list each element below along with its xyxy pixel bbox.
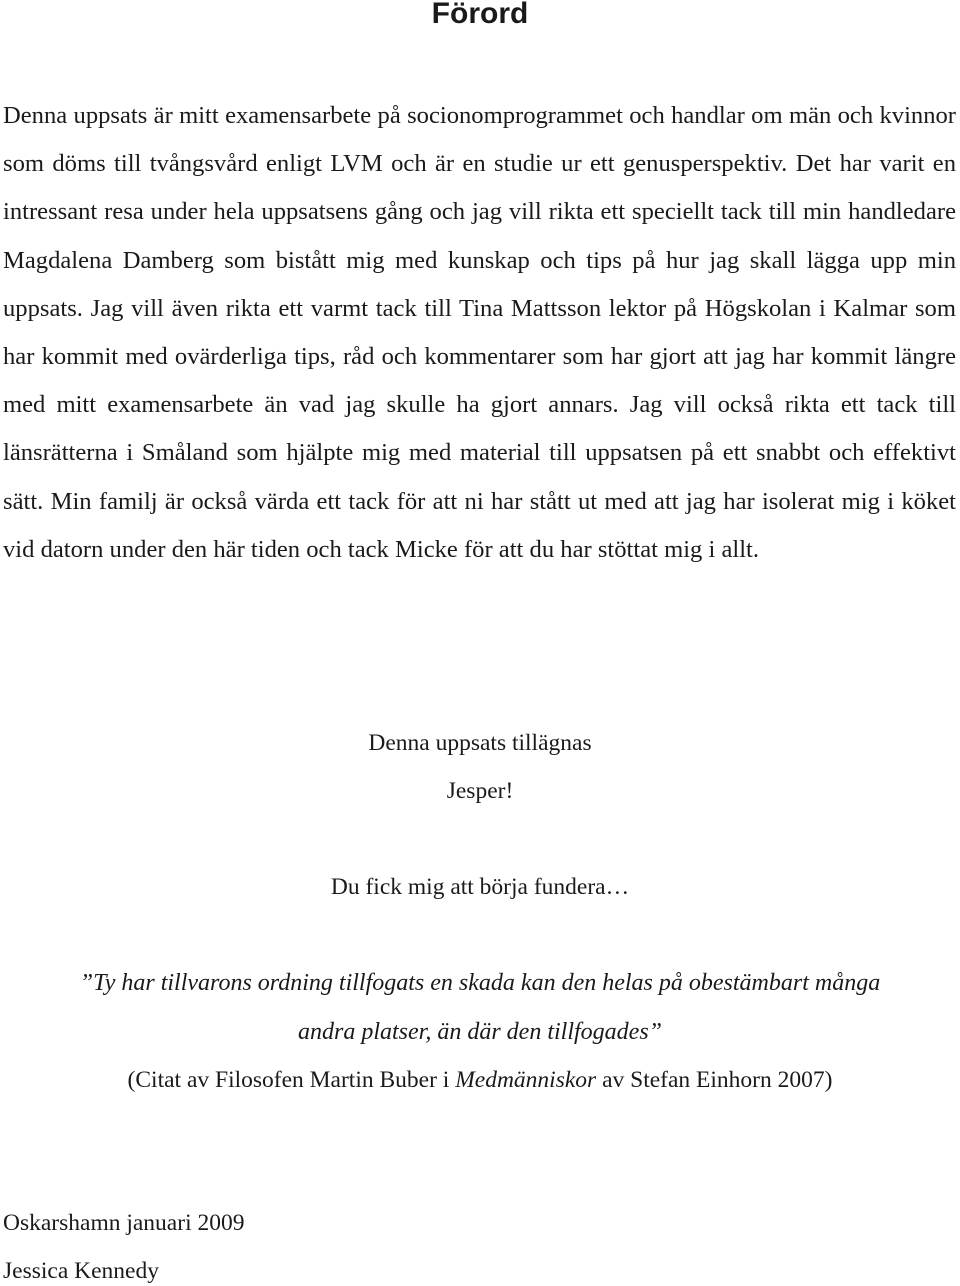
dedication-line-2: Jesper! xyxy=(446,778,514,804)
citation-prefix: (Citat av Filosofen Martin Buber i xyxy=(127,1067,456,1093)
page-title: Förord xyxy=(431,0,529,30)
quote-line-2: andra platser, än där den tillfogades” xyxy=(297,1019,663,1045)
citation xyxy=(0,1065,960,1095)
body-paragraph: Denna uppsats är mitt examensarbete på socionomprogrammet och handlar om män och kvinnor som döms till tvångsvård enligt LVM och är en studie ur ett genusperspektiv. Det har varit en intressant resa under hela uppsatsens gång och jag vill rikta ett speciellt tack till min handledare Magdalena Damberg som bistått mig med kunskap och tips på hur jag skall lägga upp min uppsats. Jag vill även rikta ett varmt tack till Tina Mattsson lektor på Högskolan i Kalmar som har kommit med ovärderliga tips, råd och kommentarer som har gjort att jag har kommit längre med mitt examensarbete än vad jag skulle ha gjort annars. Jag vill också rikta ett tack till länsrätterna i Småland som hjälpte mig med material till uppsatsen på ett snabbt och effektivt sätt. Min familj är också värda ett tack för att ni har stått ut med att jag har isolerat mig i köket vid datorn under den här tiden och tack Micke för att du har stöttat mig i allt. xyxy=(3,102,956,563)
citation-suffix: av Stefan Einhorn 2007) xyxy=(596,1067,833,1093)
quote-line-1: ”Ty har tillvarons ordning tillfogats en skada kan den helas på obestämbart många xyxy=(79,970,881,996)
dedication-line-1: Denna uppsats tillägnas xyxy=(368,730,592,756)
wonder-line: Du fick mig att börja fundera… xyxy=(330,874,630,900)
citation-work-title: Medmänniskor xyxy=(455,1067,597,1093)
author-name: Jessica Kennedy xyxy=(3,1258,159,1284)
place-date: Oskarshamn januari 2009 xyxy=(3,1210,245,1236)
